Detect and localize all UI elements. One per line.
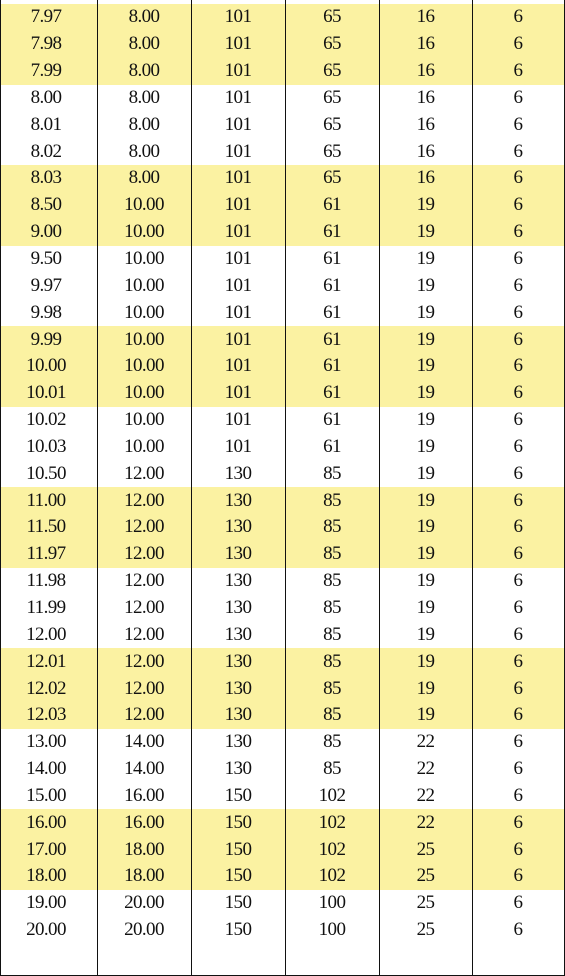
table-cell: 61 — [323, 435, 341, 457]
table-cell: 6 — [513, 86, 523, 108]
table-cell: 6 — [513, 784, 523, 806]
table-cell: 10.00 — [124, 301, 164, 323]
table-cell: 85 — [323, 543, 341, 565]
table-cell: 150 — [224, 919, 252, 941]
table-cell: 8.01 — [30, 113, 62, 135]
table-cell: 8.00 — [128, 33, 160, 55]
table-cell: 16 — [416, 6, 435, 28]
table-cell: 101 — [224, 409, 252, 431]
table-cell: 61 — [323, 409, 341, 431]
table-cell: 22 — [416, 758, 435, 780]
table-cell: 16.00 — [26, 811, 66, 833]
table-cell: 6 — [513, 328, 523, 350]
table-cell: 6 — [513, 6, 523, 28]
table-cell: 85 — [323, 570, 341, 592]
table-row — [1, 111, 564, 138]
table-cell: 6 — [513, 623, 523, 645]
table-cell: 6 — [513, 435, 523, 457]
table-cell: 9.00 — [30, 221, 62, 243]
table-cell: 19 — [416, 194, 435, 216]
table-cell: 130 — [224, 516, 252, 538]
table-row — [1, 890, 564, 917]
table-cell: 22 — [416, 731, 435, 753]
table-cell: 9.99 — [30, 328, 62, 350]
table-row — [1, 702, 564, 729]
table-cell: 101 — [224, 6, 252, 28]
table-cell: 19 — [416, 274, 435, 296]
table-cell: 10.01 — [26, 382, 66, 404]
table-body — [1, 4, 564, 944]
table-cell: 6 — [513, 167, 523, 189]
table-cell: 7.98 — [30, 33, 62, 55]
table-cell: 19 — [416, 435, 435, 457]
table-cell: 85 — [323, 489, 341, 511]
table-row — [1, 434, 564, 461]
table-row — [1, 595, 564, 622]
table-cell: 150 — [224, 838, 252, 860]
table-cell: 12.00 — [124, 570, 164, 592]
table-cell: 101 — [224, 328, 252, 350]
table-cell: 11.97 — [26, 543, 66, 565]
table-cell: 25 — [416, 838, 435, 860]
table-row — [1, 138, 564, 165]
table-cell: 102 — [318, 784, 346, 806]
table-cell: 150 — [224, 865, 252, 887]
table-cell: 150 — [224, 892, 252, 914]
table-cell: 10.00 — [124, 409, 164, 431]
table-cell: 19 — [416, 328, 435, 350]
table-cell: 16.00 — [124, 784, 164, 806]
table-cell: 8.03 — [30, 167, 62, 189]
table-cell: 65 — [323, 6, 341, 28]
table-cell: 6 — [513, 113, 523, 135]
table-cell: 19 — [416, 489, 435, 511]
table-row — [1, 246, 564, 273]
table-cell: 19 — [416, 596, 435, 618]
table-cell: 8.00 — [128, 167, 160, 189]
table-cell: 6 — [513, 355, 523, 377]
table-cell: 6 — [513, 543, 523, 565]
table-cell: 6 — [513, 382, 523, 404]
table-row — [1, 782, 564, 809]
table-cell: 6 — [513, 301, 523, 323]
table-row — [1, 4, 564, 31]
table-row — [1, 58, 564, 85]
table-cell: 12.01 — [26, 650, 66, 672]
table-cell: 16 — [416, 86, 435, 108]
table-cell: 12.03 — [26, 704, 66, 726]
table-cell: 19.00 — [26, 892, 66, 914]
table-cell: 130 — [224, 731, 252, 753]
table-cell: 101 — [224, 355, 252, 377]
table-row — [1, 568, 564, 595]
table-cell: 6 — [513, 274, 523, 296]
table-cell: 19 — [416, 543, 435, 565]
table-cell: 6 — [513, 60, 523, 82]
table-cell: 25 — [416, 892, 435, 914]
table-cell: 25 — [416, 919, 435, 941]
table-cell: 101 — [224, 60, 252, 82]
table-row — [1, 675, 564, 702]
table-cell: 130 — [224, 623, 252, 645]
table-cell: 19 — [416, 677, 435, 699]
table-row — [1, 165, 564, 192]
table-cell: 19 — [416, 570, 435, 592]
table-cell: 130 — [224, 677, 252, 699]
table-cell: 14.00 — [124, 758, 164, 780]
table-cell: 101 — [224, 248, 252, 270]
table-cell: 10.02 — [26, 409, 66, 431]
table-row — [1, 272, 564, 299]
table-cell: 85 — [323, 462, 341, 484]
table-cell: 15.00 — [26, 784, 66, 806]
table-cell: 85 — [323, 596, 341, 618]
table-cell: 101 — [224, 382, 252, 404]
table-row — [1, 31, 564, 58]
table-cell: 10.00 — [124, 274, 164, 296]
table-cell: 10.03 — [26, 435, 66, 457]
table-cell: 7.99 — [30, 60, 62, 82]
table-cell: 12.00 — [124, 516, 164, 538]
table-cell: 10.00 — [124, 248, 164, 270]
table-cell: 6 — [513, 596, 523, 618]
table-cell: 65 — [323, 113, 341, 135]
table-cell: 85 — [323, 650, 341, 672]
table-cell: 11.00 — [26, 489, 66, 511]
table-cell: 8.00 — [128, 140, 160, 162]
table-cell: 12.00 — [124, 543, 164, 565]
table-cell: 6 — [513, 221, 523, 243]
table-cell: 100 — [318, 919, 346, 941]
table-cell: 10.00 — [124, 382, 164, 404]
table-cell: 12.00 — [124, 623, 164, 645]
table-row — [1, 917, 564, 944]
table-cell: 130 — [224, 596, 252, 618]
table-cell: 130 — [224, 650, 252, 672]
table-cell: 8.02 — [30, 140, 62, 162]
table-cell: 85 — [323, 516, 341, 538]
table-cell: 9.50 — [30, 248, 62, 270]
table-cell: 6 — [513, 865, 523, 887]
table-cell: 20.00 — [124, 919, 164, 941]
table-cell: 13.00 — [26, 731, 66, 753]
table-cell: 10.00 — [124, 328, 164, 350]
table-cell: 19 — [416, 382, 435, 404]
table-cell: 22 — [416, 784, 435, 806]
table-cell: 101 — [224, 221, 252, 243]
table-cell: 102 — [318, 838, 346, 860]
table-cell: 101 — [224, 86, 252, 108]
table-row — [1, 353, 564, 380]
table-cell: 6 — [513, 570, 523, 592]
table-cell: 10.00 — [124, 221, 164, 243]
table-cell: 14.00 — [124, 731, 164, 753]
table-cell: 19 — [416, 301, 435, 323]
table-cell: 61 — [323, 328, 341, 350]
table-row — [1, 514, 564, 541]
table-cell: 12.00 — [124, 650, 164, 672]
table-cell: 18.00 — [124, 838, 164, 860]
table-cell: 65 — [323, 140, 341, 162]
table-cell: 61 — [323, 382, 341, 404]
table-cell: 10.00 — [124, 194, 164, 216]
table-cell: 6 — [513, 811, 523, 833]
table-cell: 61 — [323, 301, 341, 323]
table-cell: 130 — [224, 543, 252, 565]
table-cell: 10.00 — [124, 355, 164, 377]
table-row — [1, 380, 564, 407]
table-cell: 6 — [513, 704, 523, 726]
table-cell: 8.00 — [128, 6, 160, 28]
table-row — [1, 460, 564, 487]
table-cell: 101 — [224, 435, 252, 457]
table-cell: 61 — [323, 221, 341, 243]
table-cell: 6 — [513, 731, 523, 753]
table-cell: 6 — [513, 489, 523, 511]
table-cell: 6 — [513, 838, 523, 860]
table-cell: 101 — [224, 33, 252, 55]
table-cell: 61 — [323, 194, 341, 216]
table-cell: 19 — [416, 516, 435, 538]
table-row — [1, 487, 564, 514]
table-cell: 130 — [224, 462, 252, 484]
table-cell: 101 — [224, 194, 252, 216]
table-cell: 8.00 — [128, 113, 160, 135]
table-cell: 150 — [224, 811, 252, 833]
table-cell: 8.00 — [128, 86, 160, 108]
table-cell: 85 — [323, 623, 341, 645]
table-cell: 65 — [323, 60, 341, 82]
table-cell: 130 — [224, 758, 252, 780]
table-cell: 10.50 — [26, 462, 66, 484]
table-cell: 101 — [224, 301, 252, 323]
table-cell: 20.00 — [26, 919, 66, 941]
table-cell: 19 — [416, 462, 435, 484]
table-cell: 16.00 — [124, 811, 164, 833]
table-cell: 61 — [323, 355, 341, 377]
table-cell: 19 — [416, 704, 435, 726]
table-row — [1, 85, 564, 112]
table-cell: 6 — [513, 33, 523, 55]
table-cell: 14.00 — [26, 758, 66, 780]
table-cell: 8.50 — [30, 194, 62, 216]
table-cell: 16 — [416, 113, 435, 135]
table-cell: 20.00 — [124, 892, 164, 914]
table-cell: 130 — [224, 489, 252, 511]
table-cell: 18.00 — [124, 865, 164, 887]
table-cell: 6 — [513, 892, 523, 914]
table-cell: 8.00 — [128, 60, 160, 82]
table-cell: 6 — [513, 248, 523, 270]
table-row — [1, 621, 564, 648]
table-cell: 101 — [224, 167, 252, 189]
table-cell: 17.00 — [26, 838, 66, 860]
table-cell: 12.00 — [124, 704, 164, 726]
table-cell: 6 — [513, 516, 523, 538]
table-cell: 12.00 — [124, 489, 164, 511]
table-row — [1, 648, 564, 675]
table-cell: 130 — [224, 704, 252, 726]
table-cell: 7.97 — [30, 6, 62, 28]
table-row — [1, 836, 564, 863]
table-row — [1, 729, 564, 756]
table-cell: 6 — [513, 758, 523, 780]
table-cell: 16 — [416, 167, 435, 189]
table-cell: 101 — [224, 140, 252, 162]
table-cell: 6 — [513, 677, 523, 699]
table-cell: 11.50 — [26, 516, 66, 538]
table-cell: 16 — [416, 140, 435, 162]
table-cell: 61 — [323, 248, 341, 270]
table-row — [1, 192, 564, 219]
table-row — [1, 326, 564, 353]
table-row — [1, 541, 564, 568]
table-cell: 19 — [416, 248, 435, 270]
table-cell: 11.99 — [26, 596, 66, 618]
table-cell: 61 — [323, 274, 341, 296]
table-cell: 8.00 — [30, 86, 62, 108]
table-cell: 25 — [416, 865, 435, 887]
table-cell: 19 — [416, 409, 435, 431]
table-cell: 12.00 — [124, 462, 164, 484]
table-row — [1, 809, 564, 836]
table-cell: 19 — [416, 623, 435, 645]
table-cell: 6 — [513, 409, 523, 431]
table-cell: 11.98 — [26, 570, 66, 592]
table-cell: 10.00 — [124, 435, 164, 457]
table-cell: 9.97 — [30, 274, 62, 296]
table-cell: 102 — [318, 865, 346, 887]
table-cell: 6 — [513, 140, 523, 162]
table-cell: 85 — [323, 677, 341, 699]
table-cell: 9.98 — [30, 301, 62, 323]
table-cell: 85 — [323, 758, 341, 780]
table-cell: 85 — [323, 731, 341, 753]
table-cell: 130 — [224, 570, 252, 592]
table-cell: 102 — [318, 811, 346, 833]
table-cell: 6 — [513, 650, 523, 672]
table-cell: 19 — [416, 355, 435, 377]
table-row — [1, 407, 564, 434]
table-cell: 12.02 — [26, 677, 66, 699]
table-cell: 12.00 — [26, 623, 66, 645]
table-cell: 100 — [318, 892, 346, 914]
table-cell: 18.00 — [26, 865, 66, 887]
table-cell: 65 — [323, 86, 341, 108]
table-cell: 10.00 — [26, 355, 66, 377]
table-cell: 12.00 — [124, 596, 164, 618]
table-cell: 150 — [224, 784, 252, 806]
table-cell: 19 — [416, 221, 435, 243]
table-row — [1, 756, 564, 783]
table-row — [1, 863, 564, 890]
table-cell: 6 — [513, 462, 523, 484]
table-cell: 16 — [416, 60, 435, 82]
table-cell: 101 — [224, 113, 252, 135]
table-cell: 12.00 — [124, 677, 164, 699]
table-cell: 16 — [416, 33, 435, 55]
table-cell: 6 — [513, 919, 523, 941]
table-row — [1, 299, 564, 326]
table-row — [1, 219, 564, 246]
table-cell: 6 — [513, 194, 523, 216]
table-cell: 19 — [416, 650, 435, 672]
table-cell: 101 — [224, 274, 252, 296]
table-cell: 65 — [323, 167, 341, 189]
table-cell: 22 — [416, 811, 435, 833]
table-cell: 65 — [323, 33, 341, 55]
table-cell: 85 — [323, 704, 341, 726]
